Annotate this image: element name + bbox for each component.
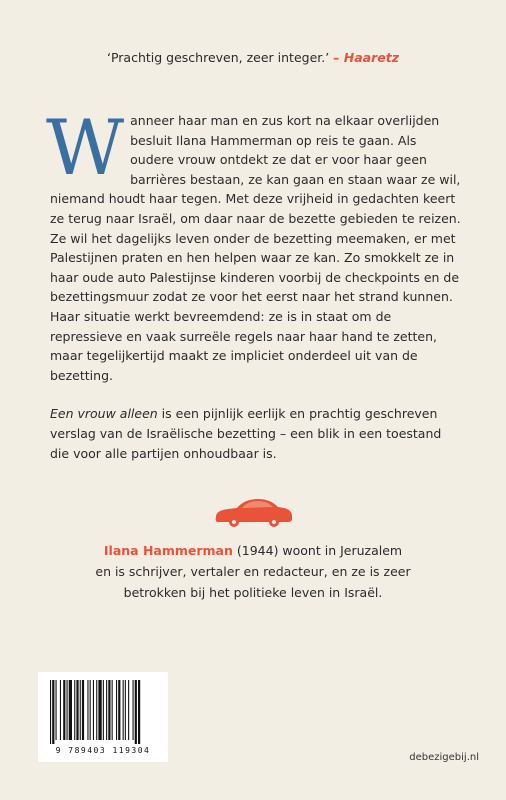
- barcode-bar: [74, 680, 75, 740]
- barcode-bar: [60, 680, 61, 740]
- review-quote: [0, 50, 506, 65]
- barcode-bar: [106, 680, 107, 740]
- barcode-bar: [96, 680, 97, 740]
- barcode-bar: [108, 680, 110, 740]
- quote-source: – Haaretz: [333, 50, 400, 65]
- blurb-paragraph-2-text: is een pijnlijk eerlijk en prachtig geschreven verslag van de Israëlische bezetting – een blik in een toestand die voor alle partijen onhoudbaar is.: [50, 406, 442, 461]
- red-car-icon: [212, 495, 294, 529]
- barcode-bar: [98, 680, 101, 740]
- author-name: Ilana Hammerman: [103, 543, 233, 558]
- author-bio-line-1-text: (1944) woont in Jeruzalem: [232, 543, 403, 558]
- barcode-bar: [69, 680, 72, 740]
- barcode-bar: [125, 680, 126, 740]
- author-bio-line-2: en is schrijver, vertaler en redacteur, en ze is zeer: [95, 564, 411, 579]
- barcode-bar: [133, 680, 134, 740]
- barcode-bar: [67, 680, 68, 740]
- quote-text: ‘Prachtig geschreven, zeer integer.’: [106, 50, 334, 65]
- barcode: [38, 672, 168, 762]
- barcode-bar: [128, 680, 129, 740]
- barcode-bar: [80, 680, 81, 740]
- blurb-paragraph-2: [50, 404, 462, 463]
- drop-cap: W: [46, 103, 125, 192]
- author-bio-line-3: betrokken bij het politieke leven in Israël.: [123, 585, 383, 600]
- barcode-bar: [52, 680, 54, 744]
- author-bio-line-1: [0, 540, 506, 561]
- barcode-bar: [118, 680, 120, 740]
- barcode-bar: [63, 680, 65, 740]
- barcode-bars: [38, 672, 168, 746]
- barcode-bar: [103, 680, 104, 740]
- barcode-bar: [112, 680, 113, 740]
- barcode-bar: [138, 680, 140, 744]
- barcode-bar: [93, 680, 94, 740]
- barcode-bar: [87, 680, 88, 740]
- barcode-bar: [76, 680, 78, 740]
- publisher-website: debezigebij.nl: [409, 752, 479, 763]
- barcode-bar: [56, 680, 57, 740]
- blurb-paragraph-1: anneer haar man en zus kort na elkaar overlijden besluit Ilana Hammerman op reis te gaan. Als oudere vrouw ontdekt ze dat er voor haar geen barrières bestaan, ze kan gaan en staan waar ze wil, niemand houdt haar tegen. Met deze vrijheid in gedachten keert ze terug naar Israël, om daar naar de bezette gebieden te reizen. Ze wil het dagelijks leven onder de bezetting meemaken, er met Palestijnen praten en hen helpen waar ze kan. Zo smokkelt ze in haar oude auto Palestijnse kinderen voorbij de checkpoints en de bezettingsmuur zodat ze voor het eerst naar het strand kunnen. Haar situatie werkt bevreemdend: ze is in staat om de repressieve en vaak surreële regels naar haar hand te zetten, maar tegelijkertijd maakt ze impliciet onderdeel uit van de bezetting.: [50, 113, 461, 383]
- book-title: Een vrouw alleen: [50, 406, 158, 422]
- blurb: [46, 103, 462, 463]
- barcode-bar: [123, 680, 124, 740]
- author-bio: [0, 540, 506, 603]
- barcode-bar: [135, 680, 137, 744]
- barcode-bar: [116, 680, 117, 740]
- barcode-bar: [50, 680, 51, 744]
- barcode-bar: [90, 680, 91, 740]
- isbn-number: 9 789403 119304: [55, 746, 151, 755]
- barcode-bar: [82, 680, 84, 740]
